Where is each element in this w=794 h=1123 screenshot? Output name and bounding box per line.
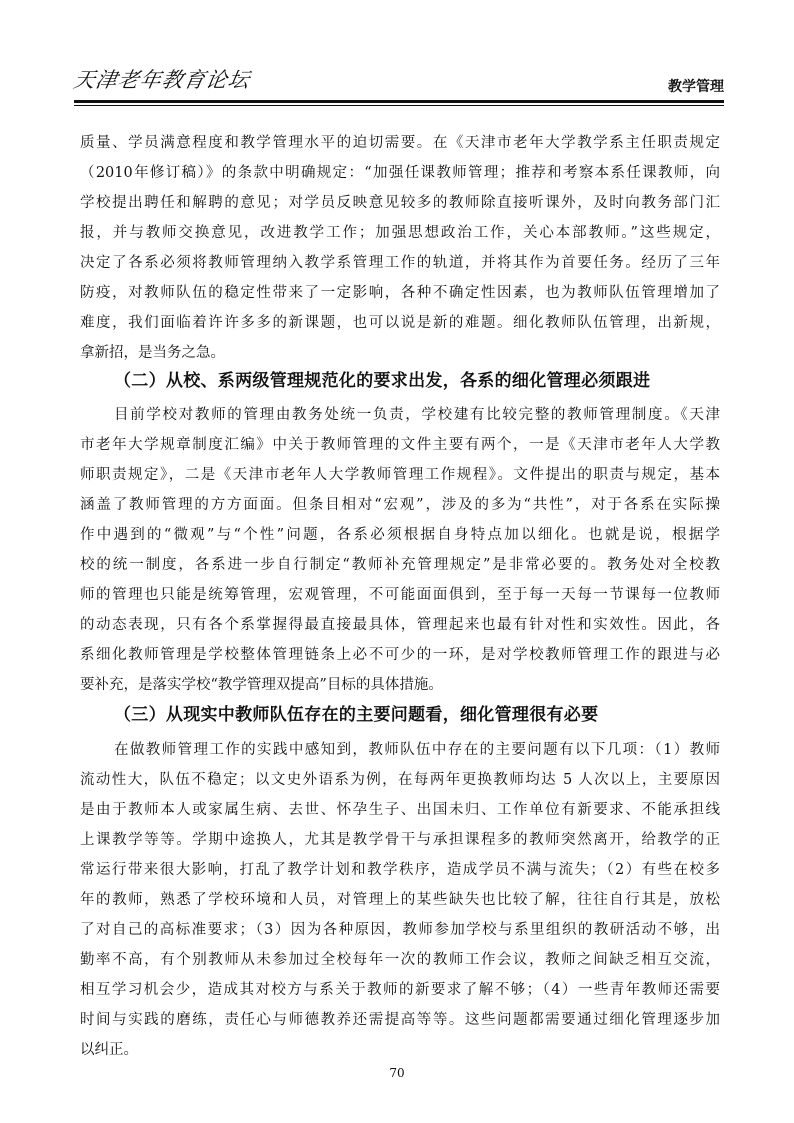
body-line: （2010年修订稿）》的条款中明确规定：“加强任课教师管理；推荐和考察本系任课教师，向 xyxy=(80,165,720,181)
body-line: 时间与实践的磨练，责任心与师德教养还需提高等等。这些问题都需要通过细化管理逐步加 xyxy=(80,1012,720,1028)
body-line: 系细化教师管理是学校整体管理链条上必不可少的一环，是对学校教师管理工作的跟进与必 xyxy=(80,647,720,663)
body-line: 校的统一制度，各系进一步自行制定“教师补充管理规定”是非常必要的。教务处对全校教 xyxy=(80,557,720,573)
page-header xyxy=(71,62,724,98)
body-line: 师的管理也只能是统筹管理，宏观管理，不可能面面俱到，至于每一天每一节课每一位教师 xyxy=(80,587,720,603)
body-line: 在做教师管理工作的实践中感知到，教师队伍中存在的主要问题有以下几项：（1）教师 xyxy=(114,742,720,758)
body-line: 拿新招，是当务之急。 xyxy=(80,345,225,361)
section-name: 教学管理 xyxy=(668,79,724,95)
body-line: 市老年大学规章制度汇编》中关于教师管理的文件主要有两个，一是《天津市老年人大学教 xyxy=(80,437,720,453)
page-number: 70 xyxy=(389,1066,405,1080)
body-line: 要补充，是落实学校“教学管理双提高”目标的具体措施。 xyxy=(80,677,443,693)
journal-logo: 天津老年教育论坛 xyxy=(71,68,252,92)
body-line: 是由于教师本人或家属生病、去世、怀孕生子、出国未归、工作单位有新要求、不能承担线 xyxy=(80,802,720,818)
body-line: 目前学校对教师的管理由教务处统一负责，学校建有比较完整的教师管理制度。《天津 xyxy=(114,407,720,423)
body-line: 学校提出聘任和解聘的意见；对学员反映意见较多的教师除直接听课外，及时向教务部门汇 xyxy=(80,195,720,211)
body-line: 涵盖了教师管理的方方面面。但条目相对“宏观”，涉及的多为“共性”，对于各系在实际操 xyxy=(80,497,720,513)
section-heading-3: （三）从现实中教师队伍存在的主要问题看，细化管理很有必要 xyxy=(114,705,599,725)
body-line: 师职责规定》，二是《天津市老年人大学教师管理工作规程》。文件提出的职责与规定，基本 xyxy=(80,467,720,483)
body-line: 作中遇到的“微观”与“个性”问题，各系必须根据自身特点加以细化。也就是说，根据学 xyxy=(80,527,720,543)
body-line: 常运行带来很大影响，打乱了教学计划和教学秩序，造成学员不满与流失；（2）有些在校多 xyxy=(80,862,720,878)
body-line: 决定了各系必须将教师管理纳入教学系管理工作的轨道，并将其作为首要任务。经历了三年 xyxy=(80,255,720,271)
body-line: 难度，我们面临着许许多多的新课题，也可以说是新的难题。细化教师队伍管理，出新规， xyxy=(80,315,720,331)
body-line: 的动态表现，只有各个系掌握得最直接最具体，管理起来也最有针对性和实效性。因此，各 xyxy=(80,617,720,633)
body-line: 报，并与教师交换意见，改进教学工作；加强思想政治工作，关心本部教师。”这些规定， xyxy=(80,225,720,241)
section-heading-2: （二）从校、系两级管理规范化的要求出发，各系的细化管理必须跟进 xyxy=(114,371,651,391)
body-line: 质量、学员满意程度和教学管理水平的迫切需要。在《天津市老年大学教学系主任职责规定 xyxy=(80,135,720,151)
body-line: 勤率不高，有个别教师从未参加过全校每年一次的教师工作会议，教师之间缺乏相互交流， xyxy=(80,952,720,968)
body-line: 防疫，对教师队伍的稳定性带来了一定影响，各种不确定性因素，也为教师队伍管理增加了 xyxy=(80,285,720,301)
body-line: 流动性大，队伍不稳定；以文史外语系为例，在每两年更换教师均达 5 人次以上，主要原因 xyxy=(80,772,720,788)
header-rule-thin xyxy=(74,105,724,106)
body-line: 年的教师，熟悉了学校环境和人员，对管理上的某些缺失也比较了解，往往自行其是，放松 xyxy=(80,892,720,908)
body-line: 以纠正。 xyxy=(80,1042,138,1058)
body-line: 了对自己的高标准要求；（3）因为各种原因，教师参加学校与系里组织的教研活动不够，出 xyxy=(80,922,720,938)
header-rule-thick xyxy=(74,100,724,103)
body-line: 相互学习机会少，造成其对校方与系关于教师的新要求了解不够；（4）一些青年教师还需要 xyxy=(80,982,720,998)
body-line: 上课教学等等。学期中途换人，尤其是教学骨干与承担课程多的教师突然离开，给教学的正 xyxy=(80,832,720,848)
